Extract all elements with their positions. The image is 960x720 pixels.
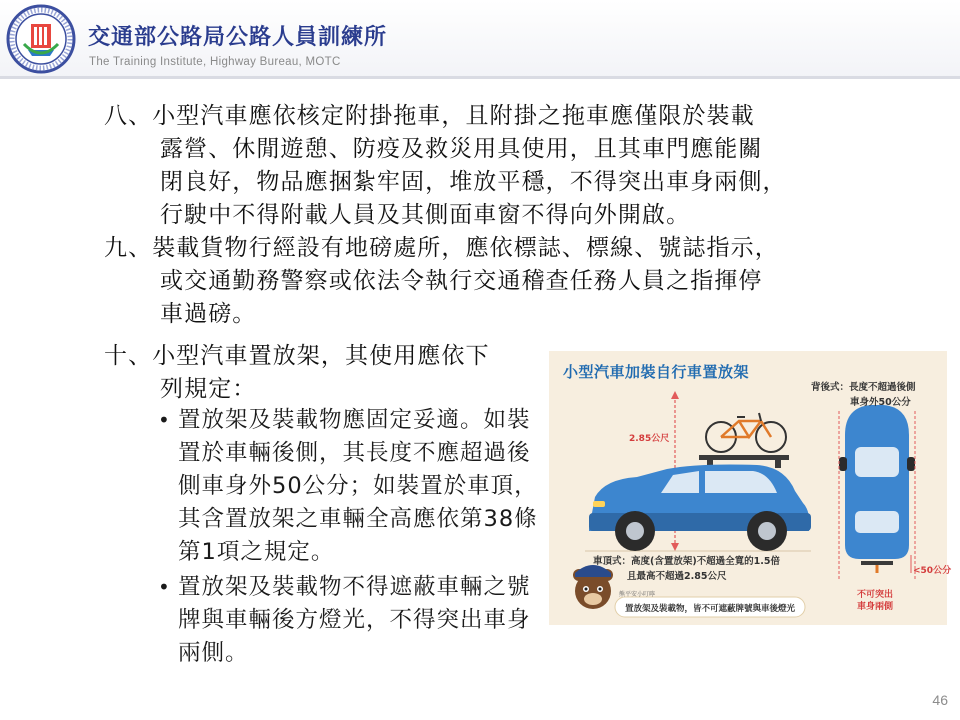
car-top-view <box>839 405 915 573</box>
bullet-item <box>158 404 538 569</box>
item-ten <box>104 340 490 406</box>
roof-rack-label: 且最高不超過2.85公尺 <box>627 571 727 582</box>
height-limit-label: 2.85公尺 <box>629 434 670 444</box>
item-nine <box>104 232 779 331</box>
bullet-item <box>158 571 538 670</box>
bullet-dot-icon: • <box>158 575 171 599</box>
item-nine-line: 車過磅。 <box>160 301 257 327</box>
bike-rack-illustration <box>549 351 952 625</box>
organization-subtitle: The Training Institute, Highway Bureau, MOTC <box>89 56 341 68</box>
rear-limit-label: <50公分 <box>913 566 952 576</box>
bullet-text: 置放架及裝載物應固定妥適。如裝置於車輛後側，其長度不應超過後側車身外50公分；如裝置於車頂，其含置放架之車輛全高應依第38條第1項之規定。 <box>178 407 538 565</box>
item-nine-line: 或交通勤務警察或依法令執行交通稽查任務人員之指揮停 <box>160 268 763 294</box>
side-limit-label: 車身兩側 <box>857 602 894 612</box>
figure-title: 小型汽車加裝自行車置放架 <box>563 363 750 381</box>
speech-bubble-text: 置放架及裝載物，皆不可遮蔽牌號與車後燈光 <box>625 604 796 614</box>
item-eight-line: 行駛中不得附載人員及其側面車窗不得向外開啟。 <box>160 202 691 228</box>
mascot-caption: 熊平安小叮嚀 <box>619 591 656 598</box>
item-ten-line: 十、小型汽車置放架，其使用應依下 <box>104 343 490 369</box>
item-eight-line: 八、小型汽車應依核定附掛拖車，且附掛之拖車應僅限於裝載 <box>104 103 755 129</box>
header <box>0 0 960 78</box>
rear-rack-label: 背後式：長度不超過後側 <box>811 382 916 393</box>
header-divider <box>0 76 960 79</box>
bullet-dot-icon: • <box>158 408 171 432</box>
item-ten-line: 列規定： <box>160 376 257 402</box>
roof-rack-label: 車頂式：高度(含置放架)不超過全寬的1.5倍 <box>593 556 781 567</box>
organization-title: 交通部公路局公路人員訓練所 <box>88 25 388 50</box>
side-limit-label: 不可突出 <box>857 590 894 600</box>
rear-rack-label: 車身外50公分 <box>850 397 911 408</box>
item-ten-bullets <box>158 404 538 670</box>
item-nine-line: 九、裝載貨物行經設有地磅處所，應依標誌、標線、號誌指示， <box>104 235 779 261</box>
page-number: 46 <box>932 692 948 708</box>
institute-logo <box>6 4 76 74</box>
item-eight-line: 閉良好，物品應捆紮牢固，堆放平穩，不得突出車身兩側， <box>160 169 787 195</box>
item-eight-line: 露營、休閒遊憩、防疫及救災用具使用，且其車門應能關 <box>160 136 763 162</box>
item-eight <box>104 100 787 232</box>
bullet-text: 置放架及裝載物不得遮蔽車輛之號牌與車輛後方燈光，不得突出車身兩側。 <box>178 574 531 666</box>
